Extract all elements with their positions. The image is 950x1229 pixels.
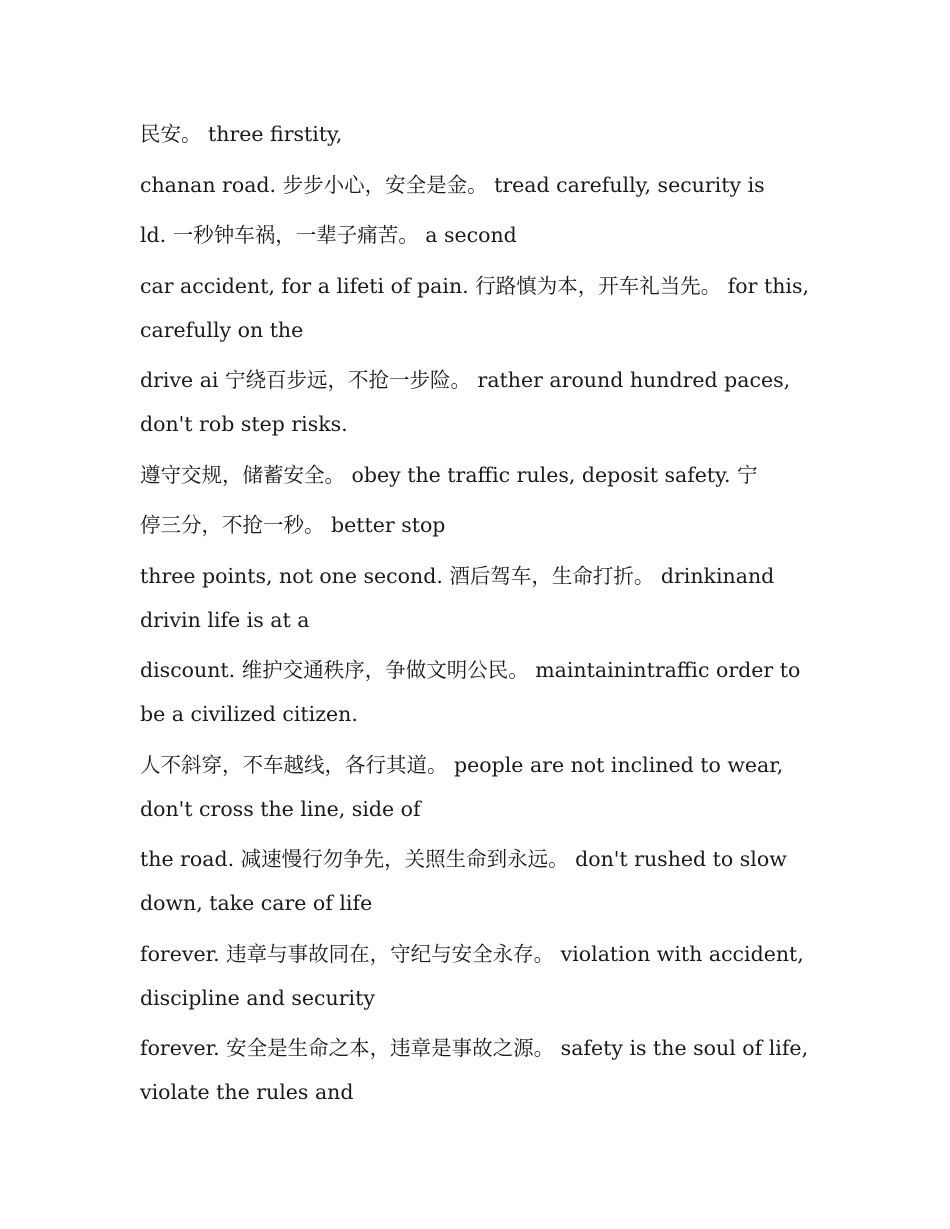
paragraph: chanan road. 步步小心，安全是金。 tread carefully, security is	[140, 172, 765, 197]
paragraph: forever. 安全是生命之本，违章是事故之源。 safety is the soul of life, violate the rules and	[140, 1036, 809, 1104]
body-text	[140, 112, 812, 1121]
paragraph: the road. 减速慢行勿争先，关照生命到永远。 don't rushed to slow down, take care of life	[140, 847, 787, 915]
paragraph: car accident, for a lifeti of pain. 行路慎为本，开车礼当先。 for this, carefully on the	[140, 273, 809, 342]
paragraph: 民安。 three firstity,	[140, 122, 343, 146]
paragraph: ld. 一秒钟车祸，一辈子痛苦。 a second	[140, 223, 517, 247]
paragraph: discount. 维护交通秩序，争做文明公民。 maintainintraffic order to be a civilized citizen.	[140, 658, 801, 726]
paragraph: 人不斜穿，不车越线，各行其道。 people are not inclined to wear, don't cross the line, side of	[140, 752, 784, 821]
paragraph: drive ai 宁绕百步远，不抢一步险。 rather around hundred paces, don't rob step risks.	[140, 368, 791, 436]
paragraph: three points, not one second. 酒后驾车，生命打折。 drinkinand drivin life is at a	[140, 563, 775, 632]
paragraph: 停三分，不抢一秒。 better stop	[140, 513, 446, 537]
paragraph: 遵守交规，储蓄安全。 obey the traffic rules, deposit safety. 宁	[140, 462, 758, 487]
paragraph: forever. 违章与事故同在，守纪与安全永存。 violation with accident, discipline and security	[140, 941, 804, 1010]
